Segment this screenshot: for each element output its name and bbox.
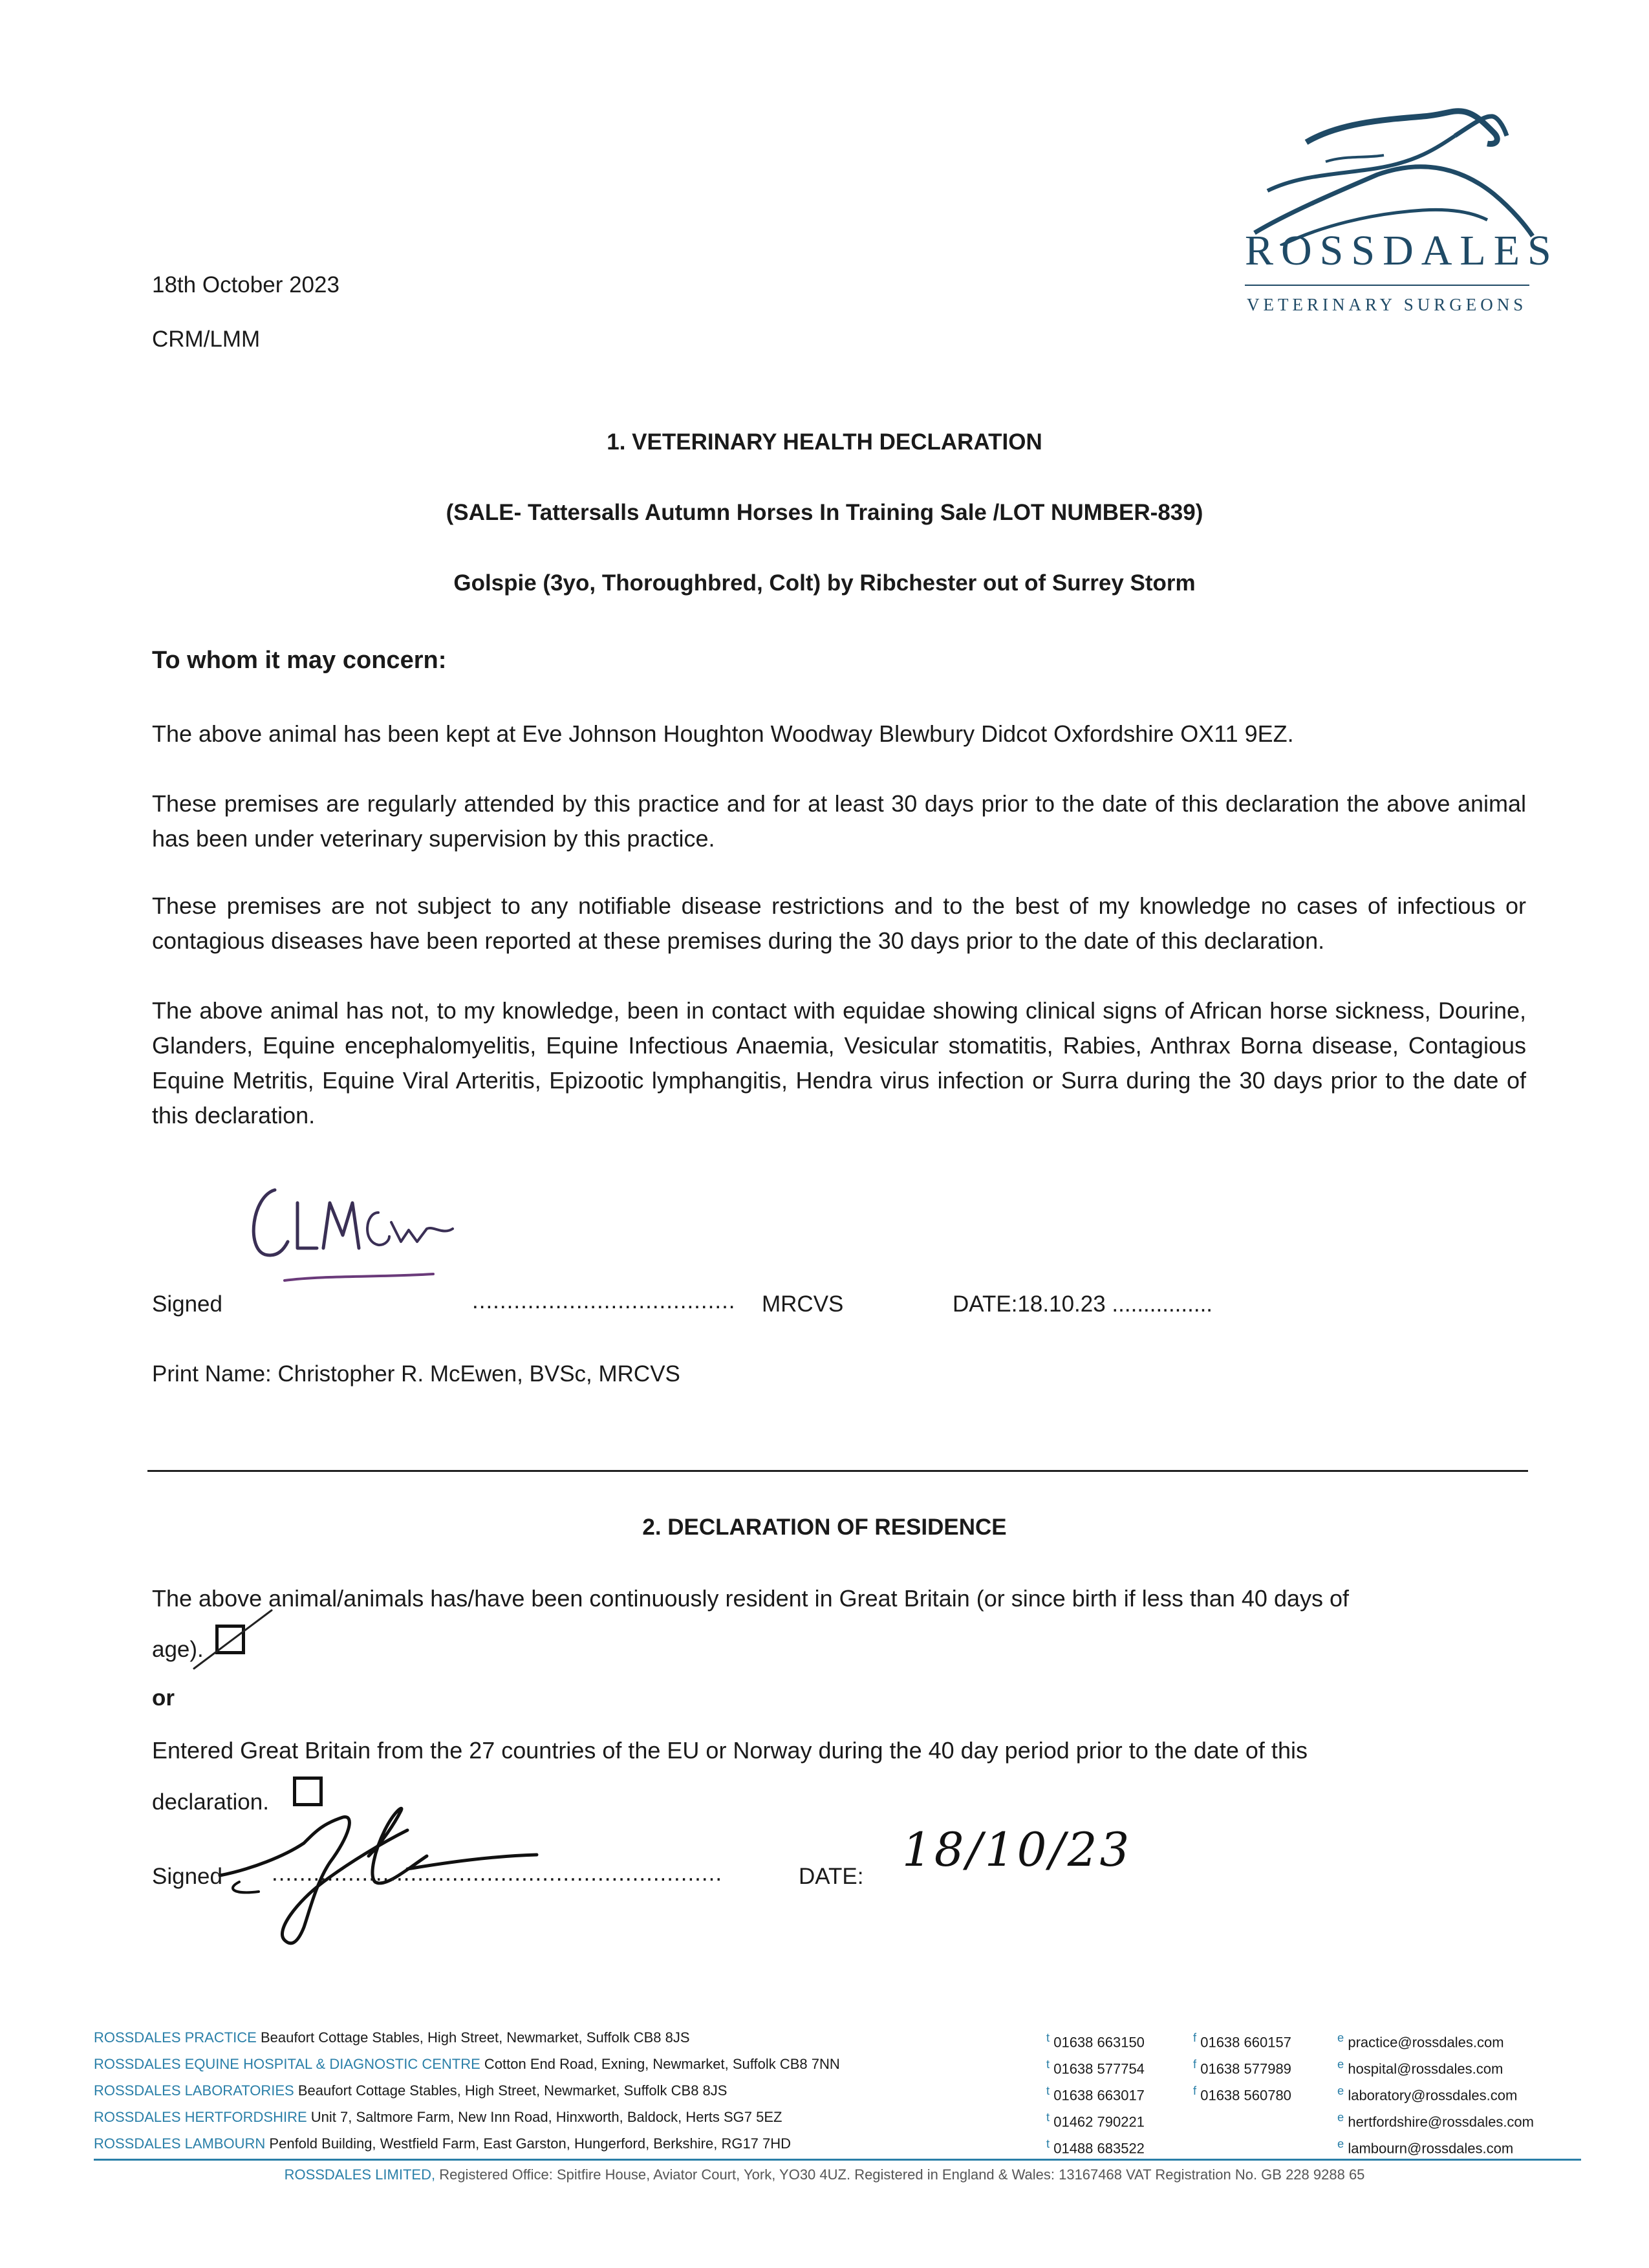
footer-row — [94, 2130, 791, 2157]
paragraph-supervision: These premises are regularly attended by this practice and for at least 30 days prior to the date of this declaration the above animal has been under veterinary supervision by this practice. — [152, 790, 1526, 852]
signature-line-2: ................................................................. — [272, 1861, 723, 1886]
footer-fax: $^f$ 01638 560780 — [1193, 2084, 1291, 2104]
footer-limited-text: Registered Office: Spitfire House, Aviator Court, York, YO30 4UZ. Registered in England & Wales: 13167468 VAT Registration No. GB 228 9288 65 — [439, 2166, 1365, 2183]
handwritten-date: 18/10/23 — [902, 1822, 1132, 1877]
residence-option-1: The above animal/animals has/have been continuously resident in Great Britain (or since birth if less than 40 days of — [152, 1585, 1350, 1612]
rossdales-logo — [1229, 97, 1559, 323]
footer-practice-name: ROSSDALES LAMBOURN — [94, 2135, 266, 2152]
footer-practice-name: ROSSDALES LABORATORIES — [94, 2082, 294, 2099]
footer-tel: $^t$ 01638 577754 — [1046, 2057, 1145, 2077]
footer-address: Penfold Building, Westfield Farm, East Garston, Hungerford, Berkshire, RG17 7HD — [269, 2135, 792, 2152]
footer-row — [94, 2077, 727, 2104]
footer-email[interactable]: $^e$ hertfordshire@rossdales.com — [1337, 2110, 1534, 2130]
letter-reference: CRM/LMM — [152, 327, 261, 352]
sale-line: (SALE- Tattersalls Autumn Horses In Training Sale /LOT NUMBER-839) — [446, 500, 1203, 525]
salutation: To whom it may concern: — [152, 647, 447, 674]
footer-tel: $^t$ 01462 790221 — [1046, 2110, 1145, 2130]
footer-address: Cotton End Road, Exning, Newmarket, Suffolk CB8 7NN — [484, 2056, 840, 2072]
footer-tel: $^t$ 01638 663017 — [1046, 2084, 1145, 2104]
footer-address: Beaufort Cottage Stables, High Street, Newmarket, Suffolk CB8 8JS — [260, 2029, 690, 2046]
or-label: or — [152, 1685, 175, 1711]
footer-email[interactable]: $^e$ practice@rossdales.com — [1337, 2031, 1504, 2051]
footer — [0, 2024, 1649, 2183]
logo-title: ROSSDALES — [1245, 227, 1559, 274]
signature-1-image — [239, 1177, 472, 1293]
footer-fax: $^f$ 01638 660157 — [1193, 2031, 1291, 2051]
footer-row — [94, 2024, 690, 2051]
signed-label-2: Signed — [152, 1864, 222, 1889]
signature-line-1: ...................................... — [472, 1288, 736, 1313]
paragraph-diseases: The above animal has not, to my knowledge, been in contact with equidae showing clinical signs of African horse sickness, Dourine, Glanders, Equine encephalomyelitis, Equine Infectious Anaemia, Vesicular stomatitis, Rabies, Anthrax Borna disease, Contagious Equine Metritis, Equine Viral Arteritis, Epizootic lymphangitis, Hendra virus infection or Surra during the 30 days prior to the date of this declaration. — [152, 997, 1526, 1129]
horse-logo-icon — [1229, 97, 1539, 246]
footer-rule — [94, 2159, 1581, 2161]
footer-registered — [0, 2161, 1649, 2188]
section-divider — [147, 1470, 1528, 1472]
logo-divider — [1245, 285, 1529, 286]
residence-option-2: Entered Great Britain from the 27 countries of the EU or Norway during the 40 day period prior to the date of this — [152, 1737, 1308, 1764]
section2-heading: 2. DECLARATION OF RESIDENCE — [642, 1515, 1007, 1540]
residence-option-2-cont: declaration. — [152, 1789, 269, 1815]
paragraph-premises: The above animal has been kept at Eve Johnson Houghton Woodway Blewbury Didcot Oxfordshire OX11 9EZ. — [152, 720, 1294, 747]
paragraph-restrictions: These premises are not subject to any notifiable disease restrictions and to the best of my knowledge no cases of infectious or contagious diseases have been reported at these premises during the 30 days prior to the date of this declaration. — [152, 892, 1526, 954]
footer-email[interactable]: $^e$ lambourn@rossdales.com — [1337, 2137, 1514, 2157]
date-line-1: DATE:18.10.23 ................ — [953, 1291, 1213, 1317]
footer-practice-name: ROSSDALES EQUINE HOSPITAL & DIAGNOSTIC CENTRE — [94, 2056, 480, 2072]
date-label-2: DATE: — [799, 1864, 864, 1889]
logo-subtitle: VETERINARY SURGEONS — [1247, 295, 1527, 314]
footer-practice-name: ROSSDALES PRACTICE — [94, 2029, 257, 2046]
print-name: Print Name: Christopher R. McEwen, BVSc, MRCVS — [152, 1361, 680, 1387]
residence-option-1-cont: age). — [152, 1637, 204, 1662]
signed-label-1: Signed — [152, 1291, 222, 1317]
section1-heading: 1. VETERINARY HEALTH DECLARATION — [607, 429, 1042, 455]
footer-limited-name: ROSSDALES LIMITED, — [284, 2166, 436, 2183]
footer-email[interactable]: $^e$ hospital@rossdales.com — [1337, 2057, 1503, 2077]
footer-row — [94, 2104, 782, 2130]
footer-fax: $^f$ 01638 577989 — [1193, 2057, 1291, 2077]
footer-address: Unit 7, Saltmore Farm, New Inn Road, Hinxworth, Baldock, Herts SG7 5EZ — [310, 2109, 782, 2125]
footer-row — [94, 2051, 840, 2077]
footer-address: Beaufort Cottage Stables, High Street, Newmarket, Suffolk CB8 8JS — [297, 2082, 727, 2099]
footer-email[interactable]: $^e$ laboratory@rossdales.com — [1337, 2084, 1518, 2104]
checkbox-resident-tick — [188, 1604, 278, 1675]
footer-tel: $^t$ 01488 683522 — [1046, 2137, 1145, 2157]
footer-practice-name: ROSSDALES HERTFORDSHIRE — [94, 2109, 307, 2125]
horse-line: Golspie (3yo, Thoroughbred, Colt) by Ribchester out of Surrey Storm — [453, 570, 1196, 596]
footer-tel: $^t$ 01638 663150 — [1046, 2031, 1145, 2051]
letter-date: 18th October 2023 — [152, 272, 339, 297]
mrcvs-label: MRCVS — [762, 1291, 844, 1317]
